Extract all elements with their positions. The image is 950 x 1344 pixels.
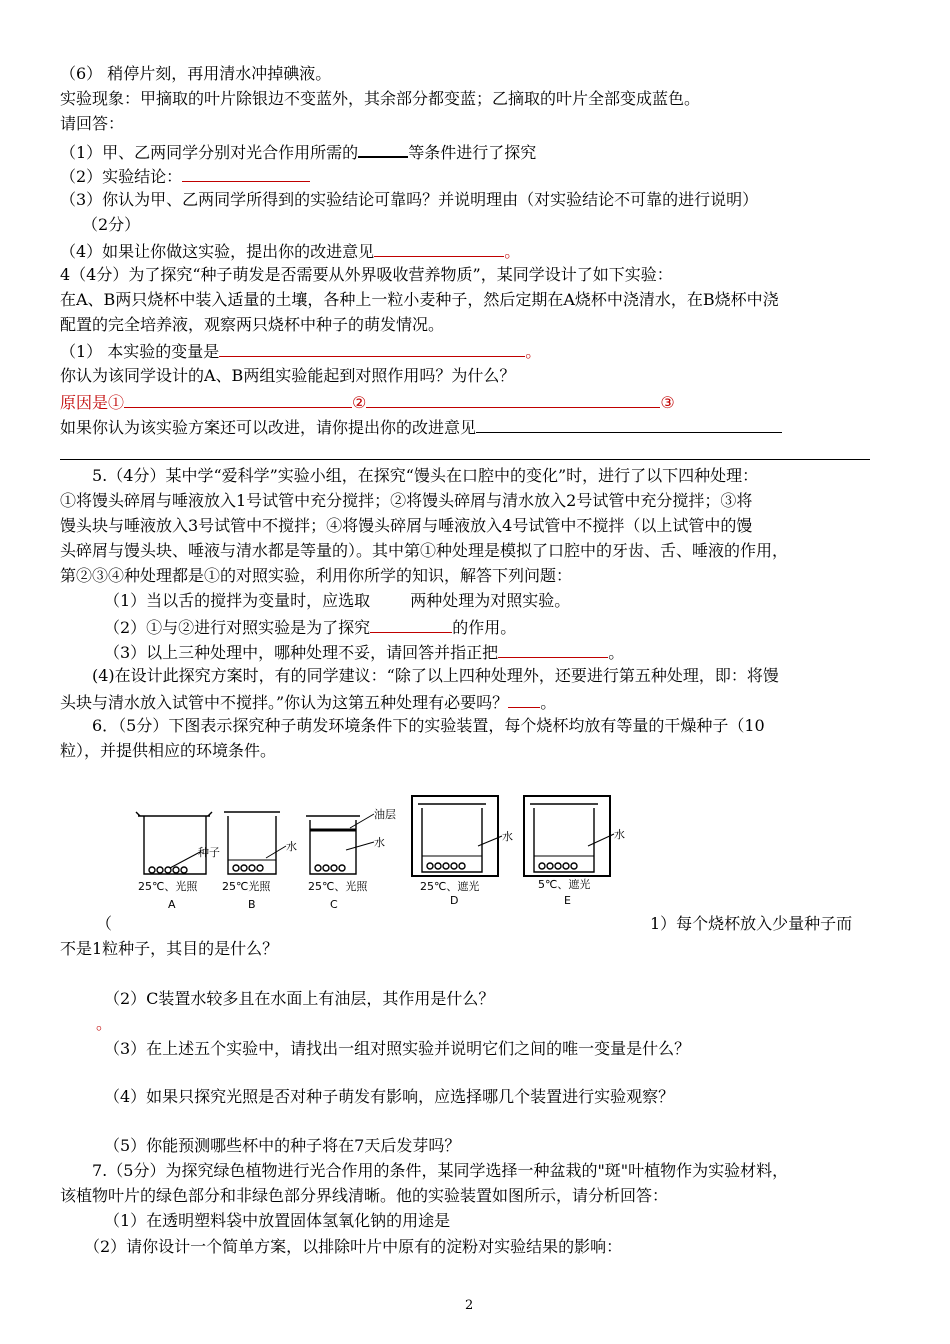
text-line: （1）在透明塑料袋中放置固体氢氧化钠的用途是 bbox=[104, 1211, 451, 1230]
answer-blank bbox=[182, 163, 310, 182]
text-line: 在A、B两只烧杯中装入适量的土壤，各种上一粒小麦种子，然后定期在A烧杯中浇清水，在B烧杯中浇 bbox=[60, 290, 779, 309]
text-span: （2）①与②进行对照实验是为了探究 bbox=[104, 618, 371, 637]
text-line: 馒头块与唾液放入3号试管中不搅拌；④将馒头碎屑与唾液放入4号试管中不搅拌（以上试管中的馒 bbox=[60, 516, 753, 535]
question-line bbox=[104, 614, 934, 640]
text-line: 。 bbox=[96, 1014, 113, 1033]
text-line: （2）C装置水较多且在水面上有油层，其作用是什么？ bbox=[104, 989, 495, 1008]
answer-blank bbox=[498, 639, 608, 658]
answer-blank bbox=[366, 389, 660, 408]
text-line: （6） 稍停片刻，再用清水冲掉碘液。 bbox=[60, 64, 332, 83]
text-line: 5.（4分）某中学“爱科学”实验小组，在探究“馒头在口腔中的变化”时，进行了以下四种处理： bbox=[92, 466, 759, 485]
text-span: （2）实验结论： bbox=[60, 167, 183, 186]
text-span: （1） 本实验的变量是 bbox=[60, 342, 220, 361]
text-line: （3）你认为甲、乙两同学所得到的实验结论可靠吗？并说明理由（对实验结论不可靠的进行说明） bbox=[60, 190, 759, 209]
page-number: 2 bbox=[465, 1298, 474, 1313]
water-label: 水 bbox=[374, 836, 385, 849]
text-line: (4)在设计此探究方案时，有的同学建议：“除了以上四种处理外，还要进行第五种处理，即：将馒 bbox=[92, 666, 779, 685]
text-line: ①将馒头碎屑与唾液放入1号试管中充分搅拌；②将馒头碎屑与清水放入2号试管中充分搅拌；③将 bbox=[60, 491, 753, 510]
answer-rule bbox=[60, 459, 870, 460]
text-line: （ bbox=[96, 914, 113, 933]
answer-blank bbox=[374, 238, 504, 257]
text-line: （5）你能预测哪些杯中的种子将在7天后发芽吗？ bbox=[104, 1136, 461, 1155]
beaker-letter: B bbox=[248, 898, 256, 911]
question-line bbox=[104, 589, 934, 613]
germination-apparatus-figure bbox=[130, 790, 625, 920]
text-span: 。 bbox=[525, 342, 542, 361]
answer-blank bbox=[370, 614, 452, 633]
text-line: 粒），并提供相应的环境条件。 bbox=[60, 741, 277, 760]
text-span: 如果你认为该实验方案还可以改进，请你提出你的改进意见 bbox=[60, 418, 477, 437]
beaker-condition: 25℃光照 bbox=[222, 880, 271, 893]
text-line: 1）每个烧杯放入少量种子而 bbox=[650, 914, 853, 933]
text-span: ③ bbox=[660, 393, 675, 412]
question-line bbox=[60, 238, 890, 264]
question-line bbox=[60, 338, 890, 364]
beaker-letter: A bbox=[168, 898, 176, 911]
beaker-letter: E bbox=[564, 894, 571, 907]
text-line: （4）如果只探究光照是否对种子萌发有影响，应选择哪几个装置进行实验观察？ bbox=[104, 1087, 675, 1106]
beaker-letter: C bbox=[330, 898, 338, 911]
text-line: （2分） bbox=[82, 215, 141, 234]
water-label: 水 bbox=[502, 830, 513, 843]
reason-line bbox=[60, 389, 890, 415]
text-line: 实验现象：甲摘取的叶片除银边不变蓝外，其余部分都变蓝；乙摘取的叶片全部变成蓝色。 bbox=[60, 89, 701, 108]
question-line bbox=[60, 414, 890, 440]
question-line bbox=[104, 639, 934, 665]
seed-label: 种子 bbox=[198, 846, 220, 859]
text-line: （3）在上述五个实验中，请找出一组对照实验并说明它们之间的唯一变量是什么？ bbox=[104, 1039, 691, 1058]
water-label: 水 bbox=[614, 828, 625, 841]
text-span: （4）如果让你做这实验，提出你的改进意见 bbox=[60, 242, 375, 261]
text-line: 7.（5分）为探究绿色植物进行光合作用的条件，某同学选择一种盆栽的"斑"叶植物作为实验材料， bbox=[92, 1161, 789, 1180]
answer-blank bbox=[508, 689, 540, 708]
text-span: 两种处理为对照实验。 bbox=[410, 591, 571, 610]
answer-blank bbox=[124, 389, 352, 408]
text-line: 配置的完全培养液，观察两只烧杯中种子的萌发情况。 bbox=[60, 315, 445, 334]
text-line: 头碎屑与馒头块、唾液与清水都是等量的）。其中第①种处理是模拟了口腔中的牙齿、舌、唾液的作用， bbox=[60, 541, 789, 560]
text-line: 不是1粒种子，其目的是什么？ bbox=[60, 939, 279, 958]
text-span: （1）当以舌的搅拌为变量时，应选取 bbox=[104, 591, 371, 610]
question-line bbox=[60, 138, 890, 165]
question-line bbox=[60, 689, 890, 715]
water-label: 水 bbox=[286, 840, 297, 853]
answer-blank bbox=[219, 338, 525, 357]
text-span: （1）甲、乙两同学分别对光合作用所需的 bbox=[60, 143, 359, 162]
text-span: 头块与清水放入试管中不搅拌。”你认为这第五种处理有必要吗？ bbox=[60, 693, 509, 712]
text-span: ② bbox=[352, 393, 367, 412]
text-line: 该植物叶片的绿色部分和非绿色部分界线清晰。他的实验装置如图所示，请分析回答： bbox=[60, 1186, 669, 1205]
text-line: 第②③④种处理都是①的对照实验，利用你所学的知识，解答下列问题： bbox=[60, 566, 573, 585]
beaker-condition: 5℃、遮光 bbox=[538, 878, 591, 891]
beaker-letter: D bbox=[450, 894, 459, 907]
beaker-condition: 25℃、遮光 bbox=[420, 880, 480, 893]
beaker-condition: 25℃、光照 bbox=[138, 880, 198, 893]
text-line: 你认为该同学设计的A、B两组实验能起到对照作用吗？为什么？ bbox=[60, 366, 516, 385]
oil-label: 油层 bbox=[374, 808, 396, 821]
text-span: 。 bbox=[540, 693, 557, 712]
text-span: （3）以上三种处理中，哪种处理不妥，请回答并指正把 bbox=[104, 643, 499, 662]
answer-blank bbox=[476, 414, 782, 433]
beaker-condition: 25℃、光照 bbox=[308, 880, 368, 893]
text-line: （2）请你设计一个简单方案，以排除叶片中原有的淀粉对实验结果的影响： bbox=[84, 1237, 623, 1256]
text-span: 。 bbox=[608, 643, 625, 662]
answer-blank bbox=[358, 138, 408, 158]
text-span: 。 bbox=[504, 242, 521, 261]
text-line: 6．（5分）下图表示探究种子萌发环境条件下的实验装置，每个烧杯均放有等量的干燥种子（10 bbox=[92, 716, 765, 735]
question-line bbox=[60, 163, 890, 189]
text-line: 4（4分）为了探究“种子萌发是否需要从外界吸收营养物质”，某同学设计了如下实验： bbox=[60, 265, 673, 284]
text-span: 的作用。 bbox=[452, 618, 517, 637]
text-line: 请回答： bbox=[60, 114, 125, 133]
text-span: 原因是① bbox=[60, 393, 125, 412]
text-span: 等条件进行了探究 bbox=[408, 143, 537, 162]
